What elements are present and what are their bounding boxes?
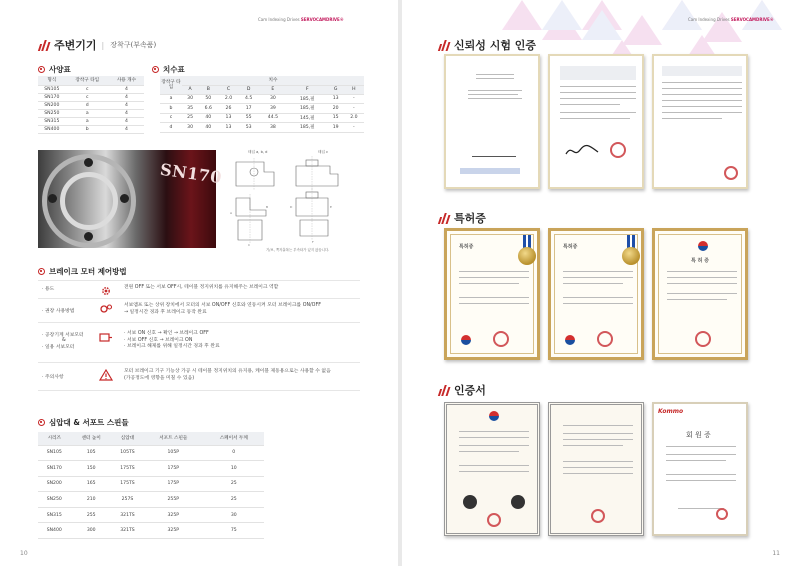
dim-col-header: E: [259, 85, 287, 94]
spindle-header: 시리즈: [38, 432, 71, 445]
header-brand: SERVOCAMDRIVE: [300, 17, 340, 22]
certificate-2: [548, 402, 644, 536]
dim-cell: -: [344, 94, 364, 104]
dim-table: [160, 76, 364, 133]
svg-text:D: D: [290, 205, 293, 209]
svg-text:C: C: [248, 243, 251, 247]
spec-header: 장착구 타입: [66, 76, 109, 85]
brake-row-caution: · 주의사항 모터 브레이크 기구 기능상 가공 시 테이블 정지위치의 유지용, 케이블 제동용으로는 사용할 수 없음 (가공정도에 영향을 미칠 수 있음): [42, 369, 331, 381]
svg-text:B: B: [266, 205, 269, 209]
table-row: [160, 94, 364, 104]
spindle-cell: 300: [71, 523, 112, 539]
spindle-cell: 325P: [143, 523, 203, 539]
section-bullet-icon: [38, 66, 45, 73]
patent-cert-2: 특허증: [548, 228, 644, 360]
drawing-note: 기/보, 쪽자홀복는 부속타가 있지 않습니다.: [266, 248, 330, 252]
table-row: [38, 85, 144, 93]
spindle-cell: 321TS: [112, 523, 143, 539]
spec-cell: SN315: [38, 117, 66, 125]
header-prefix: Cam Indexing Drives: [258, 17, 301, 22]
table-row: [160, 113, 364, 123]
table-row: [38, 492, 264, 508]
dim-cell: 40: [198, 123, 218, 133]
spec-cell: 4: [109, 93, 144, 101]
spec-cell: SN400: [38, 125, 66, 133]
dim-cell: 44.5: [259, 113, 287, 123]
page-title-text: 주변기기: [54, 39, 97, 52]
reliability-cert-3: [652, 54, 748, 189]
drawing-label-1: 태입 a, b, d: [248, 150, 268, 154]
gold-seal-icon: [518, 247, 536, 265]
spec-cell: d: [66, 101, 109, 109]
dim-cell: 25: [182, 113, 198, 123]
dim-cell: 15: [328, 113, 344, 123]
dim-col-header: C: [218, 85, 238, 94]
dim-cell: 19: [328, 123, 344, 133]
table-row: [38, 125, 144, 133]
dim-col-header: F: [287, 85, 328, 94]
dim-cell: 38: [259, 123, 287, 133]
right-page: [402, 0, 800, 566]
spindle-cell: 105TS: [112, 445, 143, 461]
page-title: 주변기기 | 장착구(부속품): [38, 37, 156, 53]
dim-cell: -: [344, 123, 364, 133]
page-subtitle: 장착구(부속품): [110, 41, 157, 49]
spec-cell: SN200: [38, 101, 66, 109]
dim-header-type: 장착구 타입: [160, 76, 182, 94]
spec-cell: 4: [109, 85, 144, 93]
page-header: Cam Indexing Drives SERVOCAMDRIVE®: [258, 17, 344, 22]
spec-cell: 4: [109, 109, 144, 117]
table-row: [38, 476, 264, 492]
spindle-cell: 150: [71, 461, 112, 477]
page-header-right: Cam Indexing Drives SERVOCAMDRIVE®: [688, 17, 774, 22]
spindle-cell: 105P: [143, 445, 203, 461]
dim-cell: 17: [239, 104, 259, 114]
dim-col-header: D: [239, 85, 259, 94]
spindle-header: 스페이서 두께: [204, 432, 265, 445]
spindle-cell: SN250: [38, 492, 71, 508]
reliability-title: 신뢰성 시험 인증: [438, 37, 536, 53]
dim-cell: 53: [239, 123, 259, 133]
brake-row-usage: · 용도 전원 OFF 또는 서보 OFF시, 테이블 정지위치를 유지해주는 브레이크 역할: [38, 285, 278, 297]
spindle-cell: 25: [204, 476, 265, 492]
dim-cell: b: [160, 104, 182, 114]
mount-drawing: [226, 148, 358, 252]
table-row: [38, 523, 264, 539]
spindle-cell: SN170: [38, 461, 71, 477]
dim-col-header: B: [198, 85, 218, 94]
dim-cell: d: [160, 123, 182, 133]
table-row: [160, 123, 364, 133]
spindle-cell: 255: [71, 507, 112, 523]
dim-cell: 35: [182, 104, 198, 114]
certificate-1: [444, 402, 540, 536]
brand-logo-icon: [438, 385, 450, 396]
spindle-cell: 210: [71, 492, 112, 508]
section-bullet-icon: [38, 419, 45, 426]
spindle-cell: 321TS: [112, 507, 143, 523]
spec-cell: b: [66, 125, 109, 133]
emblem-icon: [461, 335, 471, 345]
patent-cert-3: 특 허 증: [652, 228, 748, 360]
dim-section-title: 치수표: [152, 64, 185, 75]
dim-cell: 30: [182, 94, 198, 104]
spindle-cell: SN105: [38, 445, 71, 461]
brand-logo-icon: [438, 40, 450, 51]
spindle-cell: 257S: [112, 492, 143, 508]
spindle-cell: SN200: [38, 476, 71, 492]
brand-logo-icon: [38, 40, 50, 51]
brake-section-title: 브레이크 모터 제어방법: [38, 266, 127, 277]
product-photo: [38, 150, 224, 248]
dim-cell: 26: [218, 104, 238, 114]
dim-cell: 185,필: [287, 104, 328, 114]
reliability-cert-2: [548, 54, 644, 189]
spec-cell: c: [66, 85, 109, 93]
dim-cell: 13: [328, 94, 344, 104]
spindle-cell: 175TS: [112, 476, 143, 492]
spec-cell: 4: [109, 125, 144, 133]
drawing-label-2: 태입 c: [318, 150, 329, 154]
svg-text:A: A: [230, 211, 233, 215]
spindle-cell: 175P: [143, 476, 203, 492]
dim-cell: -: [344, 104, 364, 114]
gear-icon: [98, 285, 114, 297]
servo-motor-icon: [98, 331, 114, 343]
warning-icon: [98, 369, 114, 381]
dim-cell: 40: [198, 113, 218, 123]
patent-cert-1: 특허증: [444, 228, 540, 360]
spec-table: [38, 76, 144, 134]
komme-logo: Kommo: [658, 408, 684, 415]
dim-cell: 2.0: [218, 94, 238, 104]
emblem-icon: [489, 411, 499, 421]
dim-cell: 13: [218, 123, 238, 133]
dim-cell: 13: [218, 113, 238, 123]
spec-cell: 4: [109, 101, 144, 109]
spindle-cell: 165: [71, 476, 112, 492]
spec-header: 형식: [38, 76, 66, 85]
gold-seal-icon: [622, 247, 640, 265]
dim-cell: 50: [198, 94, 218, 104]
spec-cell: SN170: [38, 93, 66, 101]
dim-cell: 39: [259, 104, 287, 114]
table-row: [38, 461, 264, 477]
svg-text:F: F: [312, 240, 314, 244]
settings-icon: [98, 303, 114, 315]
emblem-icon: [698, 241, 708, 251]
photo-label: SN170: [158, 159, 224, 188]
signature-icon: [564, 144, 600, 158]
dim-cell: a: [160, 94, 182, 104]
spindle-cell: SN315: [38, 507, 71, 523]
spec-section-title: 사양표: [38, 64, 71, 75]
table-row: [38, 117, 144, 125]
page-number-right: 11: [772, 550, 780, 557]
spec-cell: a: [66, 117, 109, 125]
spindle-table: [38, 432, 264, 539]
spindle-cell: 105: [71, 445, 112, 461]
spindle-cell: 30: [204, 507, 265, 523]
spec-cell: c: [66, 93, 109, 101]
spindle-cell: 325P: [143, 507, 203, 523]
table-row: [38, 445, 264, 461]
spindle-header: 센터 높이: [71, 432, 112, 445]
spindle-cell: 0: [204, 445, 265, 461]
section-bullet-icon: [152, 66, 159, 73]
dim-col-header: G: [328, 85, 344, 94]
dim-cell: 6.6: [198, 104, 218, 114]
table-row: [38, 93, 144, 101]
dim-cell: 145,필: [287, 113, 328, 123]
table-row: [160, 104, 364, 114]
spindle-cell: 75: [204, 523, 265, 539]
spindle-cell: SN400: [38, 523, 71, 539]
emblem-icon: [565, 335, 575, 345]
dim-cell: 2.0: [344, 113, 364, 123]
section-bullet-icon: [38, 268, 45, 275]
dim-cell: 185,필: [287, 123, 328, 133]
spec-cell: a: [66, 109, 109, 117]
spindle-cell: 255P: [143, 492, 203, 508]
spindle-cell: 25: [204, 492, 265, 508]
dim-cell: 20: [328, 104, 344, 114]
certificate-3: Kommo 회 원 증: [652, 402, 748, 536]
spindle-section-title: 심압대 & 서포트 스핀들: [38, 417, 129, 428]
spindle-header: 서포트 스핀들: [143, 432, 203, 445]
left-page: [0, 0, 398, 566]
reliability-cert-1: [444, 54, 540, 189]
dim-header-dim: 치수: [182, 76, 364, 85]
dim-cell: c: [160, 113, 182, 123]
dim-cell: 4.5: [239, 94, 259, 104]
spindle-header: 심압대: [112, 432, 143, 445]
dim-cell: 185,필: [287, 94, 328, 104]
table-row: [38, 109, 144, 117]
spec-cell: SN105: [38, 85, 66, 93]
patent-title: 특허증: [438, 210, 486, 226]
dim-col-header: A: [182, 85, 198, 94]
dim-cell: 55: [239, 113, 259, 123]
table-row: [38, 101, 144, 109]
page-number-left: 10: [20, 550, 28, 557]
spec-cell: SN250: [38, 109, 66, 117]
spindle-cell: 175TS: [112, 461, 143, 477]
table-row: [38, 507, 264, 523]
dim-cell: 30: [182, 123, 198, 133]
spec-header: 사용 개수: [109, 76, 144, 85]
svg-text:E: E: [330, 205, 332, 209]
brand-logo-icon: [438, 213, 450, 224]
brake-row-servo: · 공장기계 서보모터 & · 일용 서보모터 · 서보 ON 신호 → 확인 → 브레이크 OFF · 서보 OFF 신호 → 브레이크 ON · 브레이크 해제를 위해 일정시간 경과 후 완료: [42, 331, 220, 350]
brake-row-recommended: · 권장 사용방법 서보앰프 또는 상위 장치에서 모터의 서보 ON/OFF 신호와 연동시켜 모터 브레이크를 ON/OFF → 일정시간 경과 후 브레이크 동작 완료: [42, 303, 321, 315]
certificate-title: 인증서: [438, 382, 486, 398]
spec-cell: 4: [109, 117, 144, 125]
dim-col-header: H: [344, 85, 364, 94]
dim-cell: 30: [259, 94, 287, 104]
spindle-cell: 10: [204, 461, 265, 477]
spindle-cell: 175P: [143, 461, 203, 477]
